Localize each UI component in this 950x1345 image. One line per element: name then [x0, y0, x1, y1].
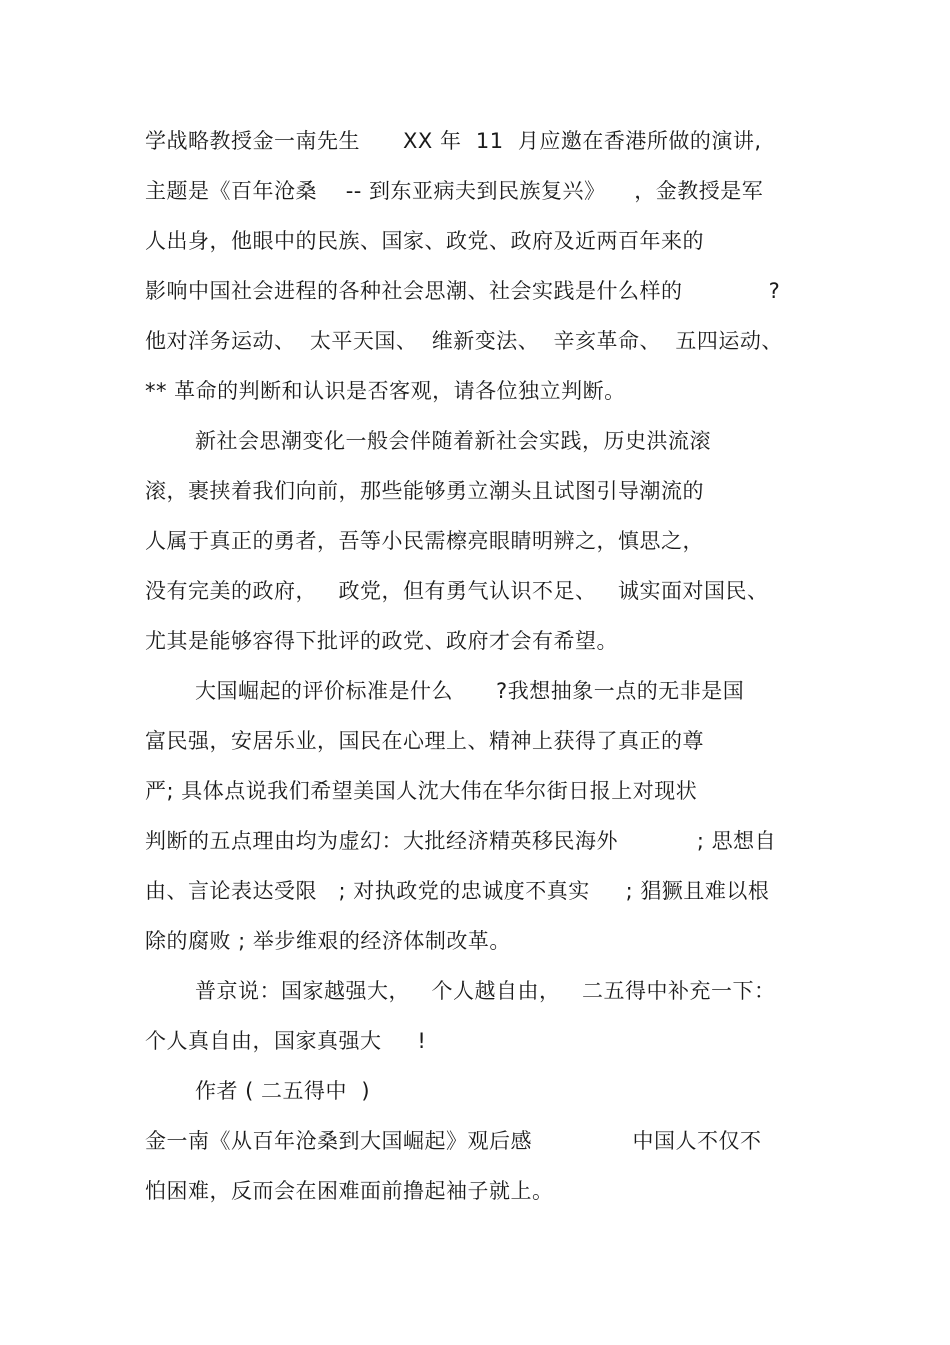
paragraph-first-line: 普京说：国家越强大， 个人越自由， 二五得中补充一下：	[195, 979, 776, 1003]
text-line: 由、言论表达受限 ; 对执政党的忠诚度不真实 ; 猖獗且难以根	[145, 879, 770, 903]
text-line: 严; 具体点说我们希望美国人沈大伟在华尔街日报上对现状	[145, 779, 698, 803]
paragraph-first-line: 新社会思潮变化一般会伴随着新社会实践，历史洪流滚	[195, 429, 711, 453]
text-line: 尤其是能够容得下批评的政党、政府才会有希望。	[145, 629, 618, 653]
text-line: 金一南《从百年沧桑到大国崛起》观后感 中国人不仅不	[145, 1129, 762, 1153]
text-line: 人出身，他眼中的民族、国家、政党、政府及近两百年来的	[145, 229, 704, 253]
text-line: 人属于真正的勇者，吾等小民需檫亮眼睛明辨之，慎思之，	[145, 529, 704, 553]
text-line: 判断的五点理由均为虚幻：大批经济精英移民海外 ; 思想自	[145, 829, 777, 853]
text-line: 怕困难，反而会在困难面前撸起袖子就上。	[145, 1179, 554, 1203]
paragraph-first-line: 大国崛起的评价标准是什么 ?我想抽象一点的无非是国	[195, 679, 745, 703]
text-line: 滚，裹挟着我们向前，那些能够勇立潮头且试图引导潮流的	[145, 479, 704, 503]
text-line: 富民强，安居乐业，国民在心理上、精神上获得了真正的尊	[145, 729, 704, 753]
author-line: 作者 ( 二五得中 )	[195, 1079, 371, 1103]
text-line: ** 革命的判断和认识是否客观，请各位独立判断。	[145, 379, 626, 403]
text-line: 影响中国社会进程的各种社会思潮、社会实践是什么样的 ?	[145, 279, 781, 303]
text-line: 除的腐败 ; 举步维艰的经济体制改革。	[145, 929, 511, 953]
text-line: 主题是《百年沧桑 -- 到东亚病夫到民族复兴》 ，金教授是军	[145, 179, 764, 203]
text-line: 学战略教授金一南先生 XX 年 11 月应邀在香港所做的演讲,	[145, 129, 762, 153]
text-line: 没有完美的政府， 政党，但有勇气认识不足、 诚实面对国民、	[145, 579, 769, 603]
text-line: 他对洋务运动、 太平天国、 维新变法、 辛亥革命、 五四运动、	[145, 329, 783, 353]
text-line: 个人真自由，国家真强大 !	[145, 1029, 427, 1053]
